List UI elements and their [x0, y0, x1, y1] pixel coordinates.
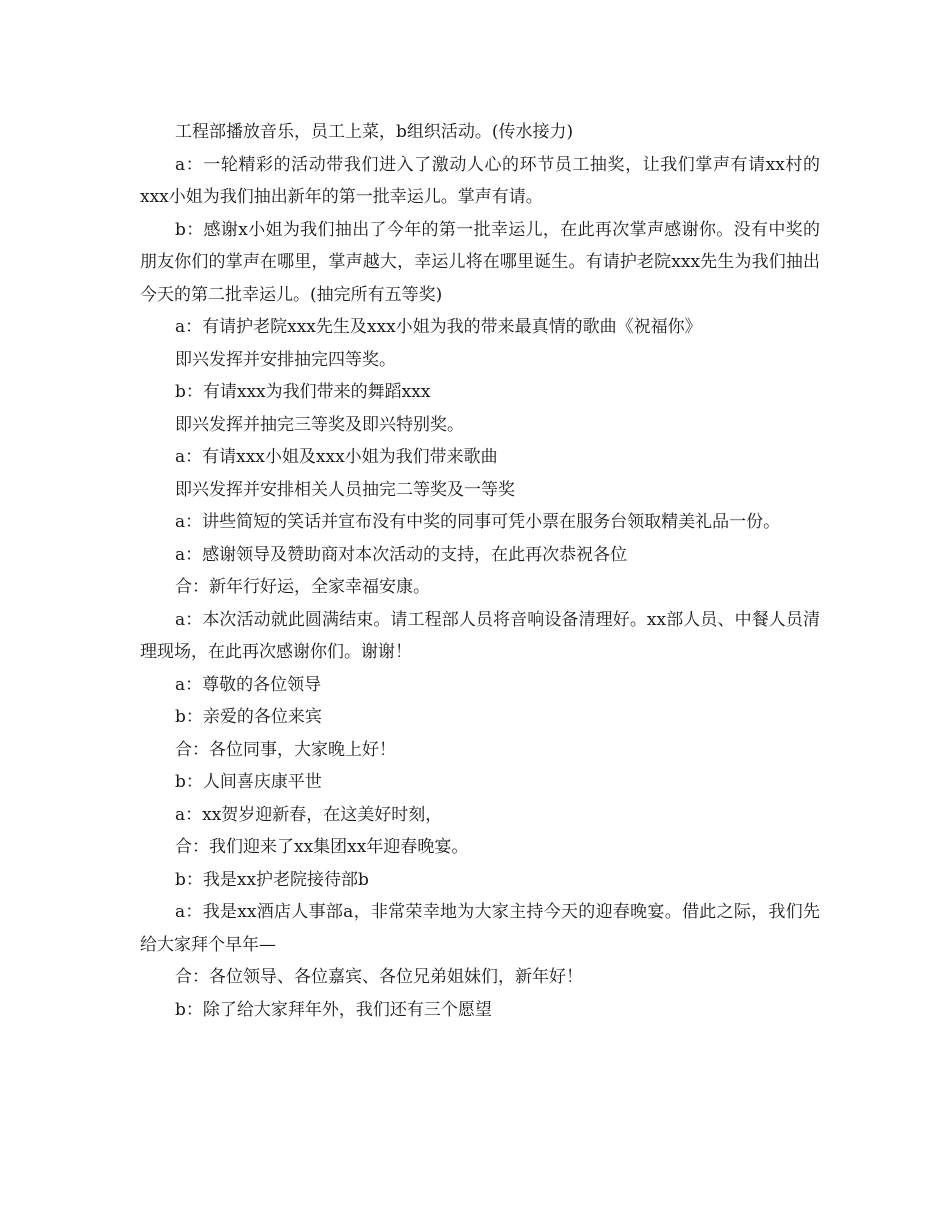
paragraph: b：感谢x小姐为我们抽出了今年的第一批幸运儿，在此再次掌声感谢你。没有中奖的朋友你们的掌声在哪里，掌声越大，幸运儿将在哪里诞生。有请护老院xxx先生为我们抽出今天的第二批幸运儿。(抽完所有五等奖): [140, 219, 820, 305]
paragraph: 即兴发挥并安排抽完四等奖。: [175, 349, 396, 370]
paragraph: 即兴发挥并抽完三等奖及即兴特别奖。: [175, 414, 464, 435]
paragraph: a：讲些简短的笑话并宣布没有中奖的同事可凭小票在服务台领取精美礼品一份。: [175, 512, 781, 532]
paragraph: 合：各位领导、各位嘉宾、各位兄弟姐妹们，新年好！: [175, 967, 583, 987]
paragraph: b：我是xx护老院接待部b: [175, 869, 369, 890]
paragraph: 合：新年行好运，全家幸福安康。: [175, 577, 430, 597]
paragraph: a：有请xxx小姐及xxx小姐为我们带来歌曲: [175, 447, 498, 467]
paragraph: a：感谢领导及赞助商对本次活动的支持，在此再次恭祝各位: [175, 544, 628, 565]
paragraph: a：一轮精彩的活动带我们进入了激动人心的环节员工抽奖，让我们掌声有请xx村的xxx小姐为我们抽出新年的第一批幸运儿。掌声有请。: [140, 154, 820, 207]
paragraph: a：我是xx酒店人事部a，非常荣幸地为大家主持今天的迎春晚宴。借此之际，我们先给大家拜个早年—: [140, 902, 820, 955]
paragraph: a：xx贺岁迎新春，在这美好时刻，: [175, 804, 443, 825]
paragraph: b：有请xxx为我们带来的舞蹈xxx: [175, 382, 431, 402]
paragraph: a：本次活动就此圆满结束。请工程部人员将音响设备清理好。xx部人员、中餐人员清理现场，在此再次感谢你们。谢谢！: [140, 609, 820, 662]
paragraph: a：尊敬的各位领导: [175, 674, 322, 695]
paragraph: b：亲爱的各位来宾: [175, 707, 322, 727]
paragraph: 合：各位同事，大家晚上好！: [175, 739, 396, 760]
paragraph: b：除了给大家拜年外，我们还有三个愿望: [175, 999, 492, 1020]
paragraph: 工程部播放音乐，员工上菜，b组织活动。(传水接力): [175, 122, 574, 142]
paragraph: b：人间喜庆康平世: [175, 772, 322, 792]
paragraph: 即兴发挥并安排相关人员抽完二等奖及一等奖: [175, 479, 515, 500]
paragraph: a：有请护老院xxx先生及xxx小姐为我的带来最真情的歌曲《祝福你》: [175, 317, 702, 337]
document-body: [140, 116, 820, 1026]
paragraph: 合：我们迎来了xx集团xx年迎春晚宴。: [175, 837, 469, 857]
